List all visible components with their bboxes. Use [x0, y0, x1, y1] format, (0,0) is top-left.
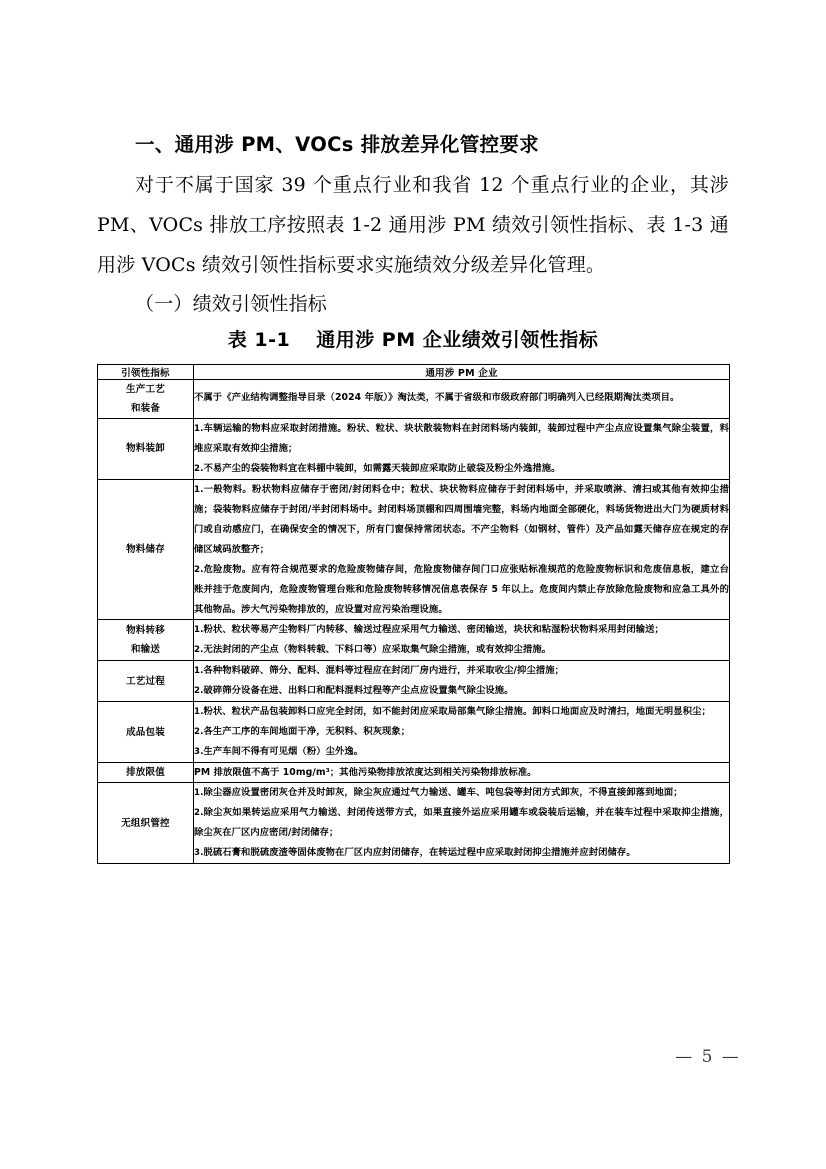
table-row-label [98, 379, 194, 418]
item-number: 3. [194, 747, 204, 758]
table-row-content [194, 661, 730, 702]
item-number: 1. [194, 625, 204, 636]
table-row-item: 1.车辆运输的物料应采取封闭措施。粉状、粒状、块状散装物料在封闭料场内装卸，装卸过程中产尘点应设置集气除尘装置，料堆应采取有效抑尘措施； [194, 422, 729, 454]
table-row [98, 479, 730, 620]
table-row-item: 2.除尘灰如果转运应采用气力输送、封闭传送带方式，如果直接外运应采用罐车或袋装后运输，并在装车过程中采取抑尘措施，除尘灰在厂区内应密闭/封闭储存； [194, 807, 729, 839]
table-row-item: 1.粉状、粒状等易产尘物料厂内转移、输送过程应采用气力输送、密闭输送，块状和粘湿粉状物料采用封闭输送； [194, 624, 664, 636]
table-row-item: 2.危险废物。应有符合规范要求的危险废物储存间，危险废物储存间门口应张贴标准规范的危险废物标识和危废信息板，建立台账并挂于危废间内，危险废物管理台账和危险废物转移情况信息表保存 5 年以上。危废间内禁止存放除危险废物和应急工具外的其他物品。涉大气污染物排放的，应设置对应污染治理设施。 [194, 563, 729, 615]
table-row [98, 379, 730, 418]
intro-paragraph: 对于不属于国家 39 个重点行业和我省 12 个重点行业的企业，其涉 PM、VOCs 排放工序按照表 1-2 通用涉 PM 绩效引领性指标、表 1-3 通用涉 VOCs 绩效引领性指标要求实施绩效分级差异化管理。 [97, 174, 729, 277]
item-number: 1. [194, 707, 204, 718]
table-row-label-line: 物料装卸 [126, 443, 165, 455]
table-row-label [98, 783, 194, 864]
table-row-item: 2.无法封闭的产尘点（物料转载、下料口等）应采取集气除尘措施，或有效抑尘措施。 [194, 644, 552, 656]
item-number: 1. [194, 484, 204, 495]
item-number: 1. [194, 788, 204, 799]
item-number: 2. [194, 463, 204, 474]
table-row-item: 1.除尘器应设置密闭灰仓并及时卸灰，除尘灰应通过气力输送、罐车、吨包袋等封闭方式卸灰，不得直接卸落到地面； [194, 787, 683, 799]
subsection-heading: （一）绩效引领性指标 [135, 293, 328, 316]
table-row-label [98, 418, 194, 479]
item-number: 2. [194, 808, 204, 819]
table-row [98, 661, 730, 702]
table-row-item: 2.破碎筛分设备在进、出料口和配料混料过程等产尘点应设置集气除尘设施。 [194, 685, 514, 697]
table-row-item: 2.不易产尘的袋装物料宜在料棚中装卸，如需露天装卸应采取防止破袋及粉尘外逸措施。 [194, 462, 561, 474]
item-number: 2. [194, 564, 204, 575]
table-row-label-line: 工艺过程 [126, 675, 165, 687]
table-row-item: 1.各种物料破碎、筛分、配料、混料等过程应在封闭厂房内进行，并采取收尘/抑尘措施； [194, 665, 565, 677]
page-content [97, 130, 729, 864]
item-number: 2. [194, 645, 204, 656]
table-header-row [98, 364, 730, 379]
page-footer [0, 1047, 826, 1067]
table-row [98, 763, 730, 783]
page-number: — 5 — [675, 1047, 741, 1067]
item-number: 2. [194, 686, 204, 697]
table-row-label-line: 无组织管控 [121, 817, 170, 829]
table-row-content [194, 620, 730, 661]
table-row-content [194, 479, 730, 620]
table-row-label-line: 物料储存 [126, 544, 165, 556]
table-row-label-line: 和装备 [130, 402, 161, 414]
table-row-label [98, 702, 194, 763]
performance-indicator-table [97, 364, 730, 865]
table-row-label-line: 物料转移 [126, 625, 165, 637]
table-row-content [194, 418, 730, 479]
table-row-item: 不属于《产业结构调整指导目录（2024 年版）》淘汰类，不属于省级和市级政府部门明确列入已经限期淘汰类项目。 [194, 392, 680, 404]
table-row [98, 620, 730, 661]
table-row [98, 702, 730, 763]
table-row-label-line: 排放限值 [126, 767, 165, 779]
table-row-content [194, 702, 730, 763]
table-body [98, 379, 730, 864]
table-row-label [98, 479, 194, 620]
table-row-content [194, 379, 730, 418]
table-row-label [98, 661, 194, 702]
table-row-item: 3.生产车间不得有可见烟（粉）尘外逸。 [194, 746, 364, 758]
table-header-enterprise: 通用涉 PM 企业 [194, 364, 730, 379]
table-row [98, 783, 730, 864]
table-row-item: 2.各生产工序的车间地面干净，无积料、积灰现象； [194, 726, 411, 738]
item-number: 2. [194, 727, 204, 738]
section-heading: 一、通用涉 PM、VOCs 排放差异化管控要求 [135, 133, 539, 156]
item-number: 1. [194, 423, 204, 434]
table-row-label-line: 和输送 [130, 644, 161, 656]
table-row-label-line: 生产工艺 [126, 383, 165, 395]
table-row-content [194, 783, 730, 864]
table-row-content [194, 763, 730, 783]
table-caption [97, 325, 729, 355]
table-row-item: 1.粉状、粒状产品包装卸料口应完全封闭，如不能封闭应采取局部集气除尘措施。卸料口地面应及时清扫，地面无明显积尘； [194, 706, 711, 718]
table-row-item: 3.脱硫石膏和脱硫废渣等固体废物在厂区内应封闭储存，在转运过程中应采取封闭抑尘措施并应封闭储存。 [194, 847, 636, 859]
table-header-indicator: 引领性指标 [98, 364, 194, 379]
table-row-item: PM 排放限值不高于 10mg/m³；其他污染物排放浓度达到相关污染物排放标准。 [194, 766, 537, 778]
item-number: 3. [194, 848, 204, 859]
table-row-label [98, 620, 194, 661]
table-caption-number: 表 1-1 [227, 329, 291, 352]
table-row-label [98, 763, 194, 783]
table-row-label-line: 成品包装 [126, 726, 165, 738]
table-caption-title: 通用涉 PM 企业绩效引领性指标 [316, 329, 599, 352]
item-number: 1. [194, 666, 204, 677]
table-row [98, 418, 730, 479]
table-row-item: 1.一般物料。粉状物料应储存于密闭/封闭料仓中；粒状、块状物料应储存于封闭料场中，并采取喷淋、清扫或其他有效抑尘措施；袋装物料应储存于封闭/半封闭料场中。封闭料场顶棚和四周围墙完整，料场内地面全部硬化，料场货物进出大门为硬质材料门或自动感应门，在确保安全的情况下，所有门窗保持常闭状态。不产尘物料（如钢材、管件）及产品如露天储存应在规定的存储区域码放整齐； [194, 483, 729, 555]
